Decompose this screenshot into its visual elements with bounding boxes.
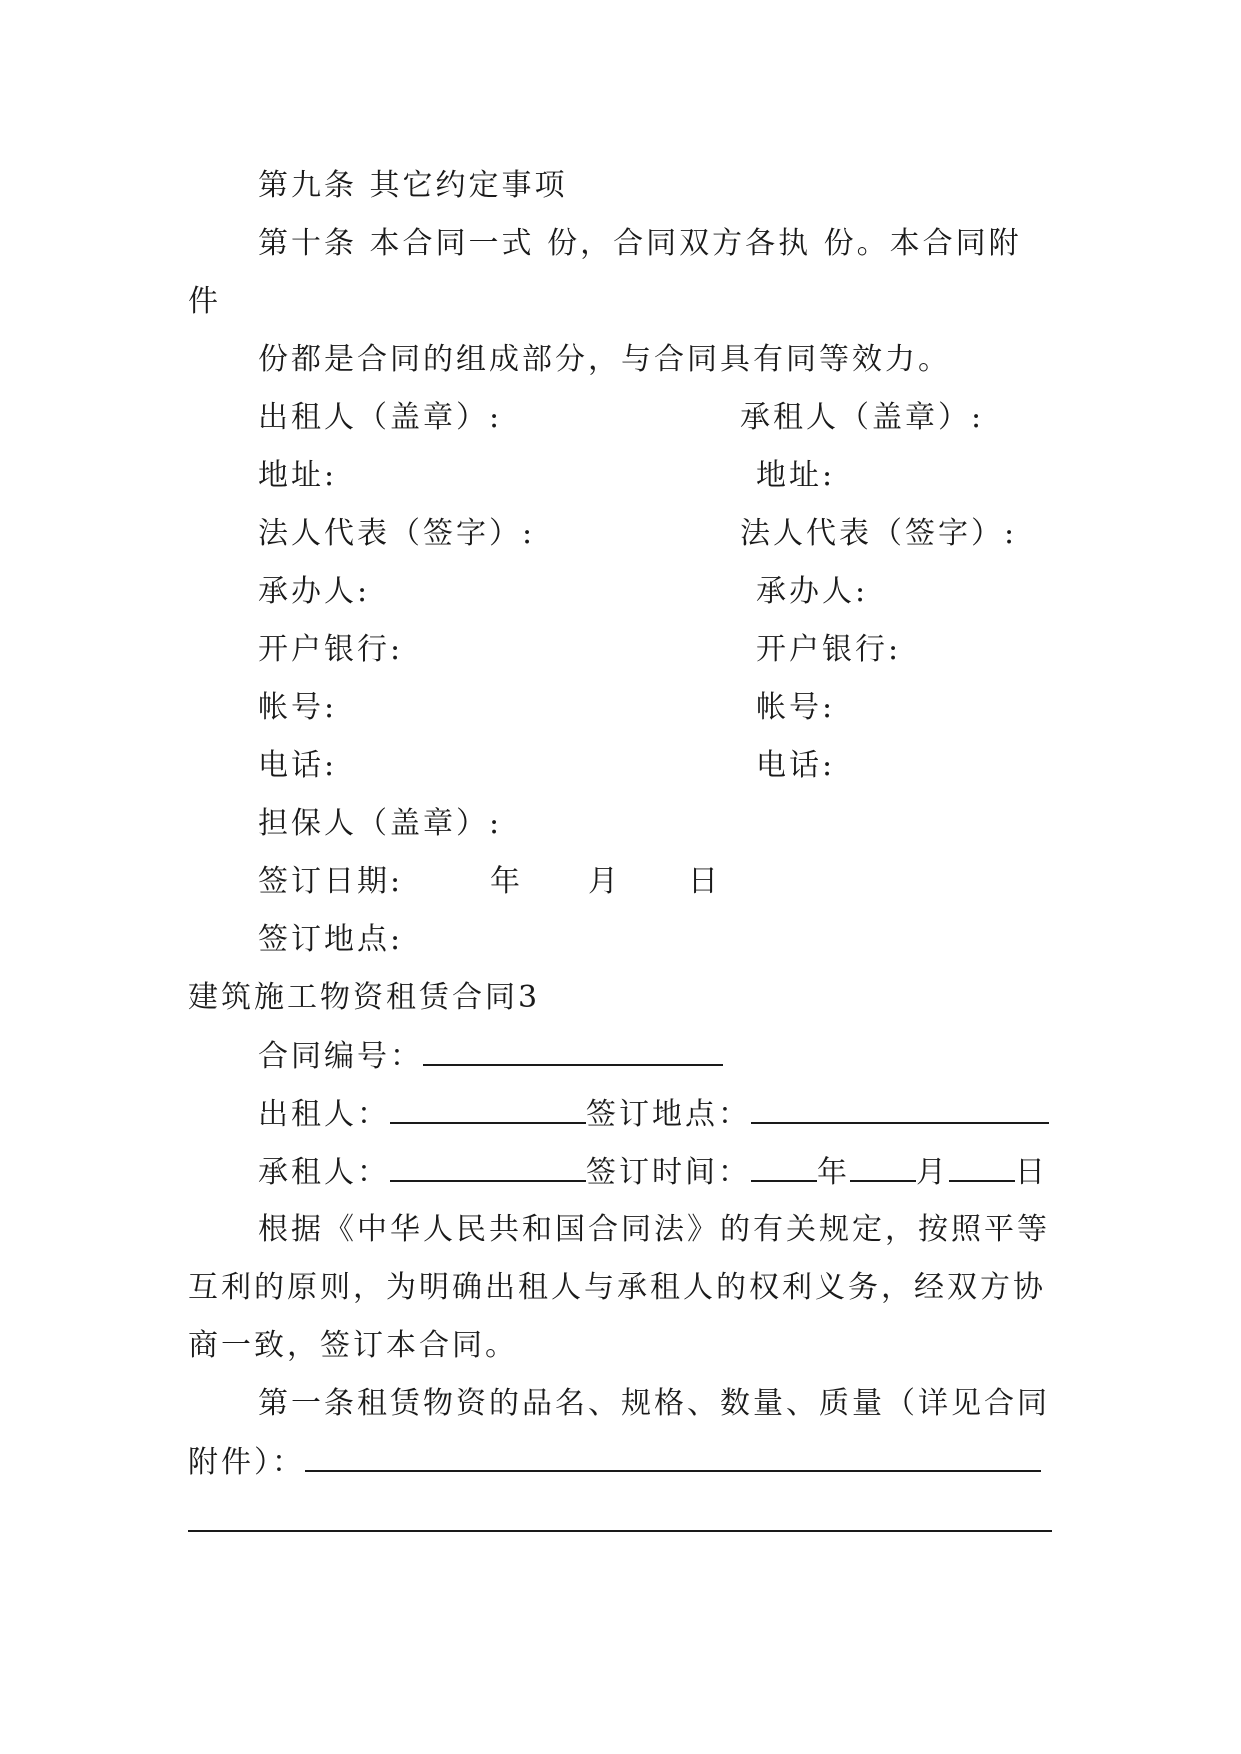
article-9: 第九条 其它约定事项 bbox=[258, 168, 568, 203]
article-10-line1: 第十条 本合同一式 份，合同双方各执 份。本合同附 bbox=[258, 226, 1022, 261]
lessee-blank[interactable] bbox=[390, 1152, 586, 1182]
lessor-handler-label: 承办人: bbox=[258, 574, 371, 609]
lessor-address-label: 地址: bbox=[258, 458, 338, 493]
article-1-line1: 第一条租赁物资的品名、规格、数量、质量（详见合同 bbox=[258, 1386, 1050, 1421]
sign-time-year: 年 bbox=[817, 1155, 850, 1190]
lessor-bank-label: 开户银行: bbox=[258, 632, 404, 667]
sign-place-blank[interactable] bbox=[751, 1094, 1049, 1124]
preamble-line1: 根据《中华人民共和国合同法》的有关规定，按照平等 bbox=[258, 1212, 1050, 1247]
lessor-row bbox=[258, 1094, 1049, 1135]
article-1-line2 bbox=[188, 1442, 1041, 1483]
sign-day-blank[interactable] bbox=[949, 1152, 1015, 1182]
lessor-legal-rep-label: 法人代表（签字）: bbox=[258, 516, 536, 551]
sign-place-label: 签订地点: bbox=[258, 922, 404, 957]
sign-time-day: 日 bbox=[1015, 1155, 1048, 1190]
lessee-account-label: 帐号: bbox=[756, 690, 836, 725]
lessee-seal-label: 承租人（盖章）: bbox=[740, 400, 985, 435]
article-1-blank-1[interactable] bbox=[305, 1442, 1041, 1472]
sign-place-label-2: 签订地点： bbox=[586, 1097, 751, 1132]
lessee-bank-label: 开户银行: bbox=[756, 632, 902, 667]
sign-year-blank[interactable] bbox=[751, 1152, 817, 1182]
lessor-phone-label: 电话: bbox=[258, 748, 338, 783]
lessee-phone-label: 电话: bbox=[756, 748, 836, 783]
contract-number-label: 合同编号： bbox=[258, 1039, 423, 1074]
sign-month-blank[interactable] bbox=[850, 1152, 916, 1182]
lessor-blank[interactable] bbox=[390, 1094, 586, 1124]
guarantor-seal-label: 担保人（盖章）: bbox=[258, 806, 503, 841]
preamble-line2: 互利的原则，为明确出租人与承租人的权利义务，经双方协 bbox=[188, 1270, 1046, 1305]
contract-number-blank[interactable] bbox=[423, 1036, 723, 1066]
article-1-blank-2[interactable] bbox=[188, 1530, 1052, 1532]
lessee-legal-rep-label: 法人代表（签字）: bbox=[740, 516, 1018, 551]
sign-date-month: 月 bbox=[588, 864, 621, 899]
lessee-row bbox=[258, 1152, 1048, 1193]
lessor-account-label: 帐号: bbox=[258, 690, 338, 725]
article-1-annex-label: 附件）： bbox=[188, 1445, 305, 1480]
sign-time-label: 签订时间： bbox=[586, 1155, 751, 1190]
sign-date-label: 签订日期: bbox=[258, 864, 404, 899]
sign-date-day: 日 bbox=[688, 864, 721, 899]
sign-time-month: 月 bbox=[916, 1155, 949, 1190]
contract-3-title: 建筑施工物资租赁合同3 bbox=[188, 980, 541, 1015]
lessee-address-label: 地址: bbox=[756, 458, 836, 493]
lessor-seal-label: 出租人（盖章）: bbox=[258, 400, 503, 435]
article-10-line2: 件 bbox=[188, 284, 221, 319]
lessee-label: 承租人： bbox=[258, 1155, 390, 1190]
lessor-label: 出租人： bbox=[258, 1097, 390, 1132]
article-10-line3: 份都是合同的组成部分，与合同具有同等效力。 bbox=[258, 342, 951, 377]
preamble-line3: 商一致，签订本合同。 bbox=[188, 1328, 518, 1363]
lessee-handler-label: 承办人: bbox=[756, 574, 869, 609]
sign-date-year: 年 bbox=[490, 864, 523, 899]
contract-number-row bbox=[258, 1036, 723, 1077]
